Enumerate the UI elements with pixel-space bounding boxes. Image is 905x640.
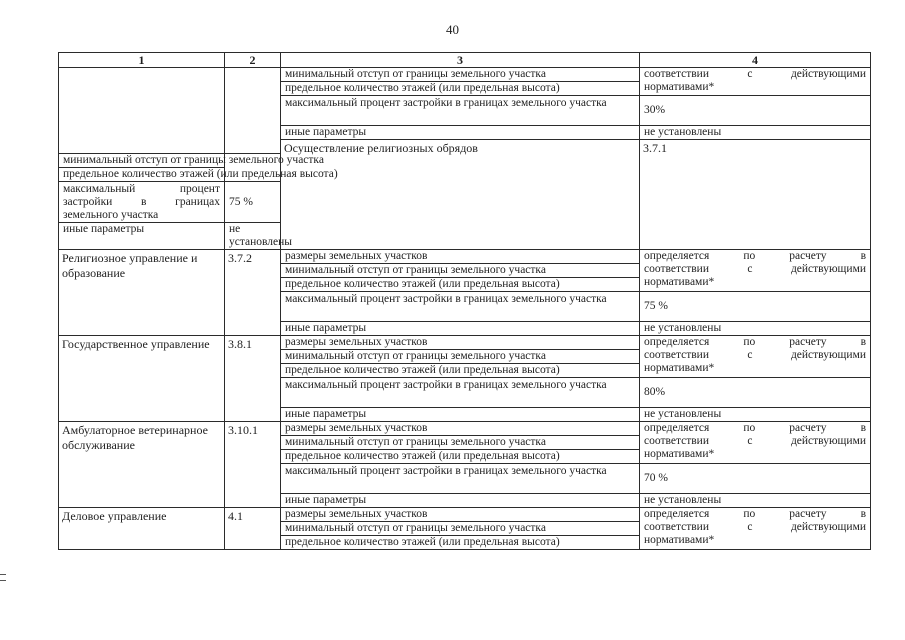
use-code-cell: 4.1 (225, 508, 281, 550)
normative-text (644, 250, 866, 289)
word: нормативами* (644, 81, 715, 93)
word: с (747, 435, 753, 447)
word: с (747, 263, 753, 275)
normative-line-2 (644, 263, 866, 276)
word: определяется (644, 508, 710, 520)
param-setback: минимальный отступ от границы земельного участка (281, 264, 640, 278)
normative-text (644, 422, 866, 461)
word: с (747, 521, 753, 533)
word: определяется (644, 250, 710, 262)
normative-line-2 (644, 435, 866, 448)
param-sizes: размеры земельных участков (281, 250, 640, 264)
param-coverage: максимальный процент застройки в границах земельного участка (281, 378, 640, 408)
word: нормативами* (644, 448, 715, 460)
param-floors: предельное количество этажей (или предельная высота) (281, 82, 640, 96)
param-coverage: максимальный процент застройки в границах земельного участка (281, 464, 640, 494)
table-row (59, 336, 871, 350)
normative-line-3 (644, 534, 866, 547)
word: нормативами* (644, 362, 715, 374)
word: в (860, 508, 866, 520)
word: определяется (644, 422, 710, 434)
table-header-row (59, 53, 871, 68)
margin-mark (0, 574, 6, 575)
use-code-cell: 3.10.1 (225, 422, 281, 508)
value-not-set: не установлены (640, 408, 871, 422)
table-row (59, 68, 871, 82)
header-col-4: 4 (640, 53, 871, 68)
table-row (59, 250, 871, 264)
word: в (860, 422, 866, 434)
word: соответствии (644, 521, 709, 533)
param-floors: предельное количество этажей (или предельная высота) (59, 168, 225, 182)
value-coverage: 30% (640, 96, 871, 126)
value-normative-cont (640, 68, 871, 96)
word: с (747, 349, 753, 361)
value-normative (640, 250, 871, 292)
normative-text (644, 68, 866, 94)
word: в (860, 250, 866, 262)
word: соответствии (644, 263, 709, 275)
normative-text (644, 508, 866, 547)
param-coverage: максимальный процент застройки в границах земельного участка (59, 182, 225, 223)
param-other: иные параметры (281, 126, 640, 140)
word: по (743, 250, 756, 262)
word: действующими (790, 349, 866, 361)
page-number: 40 (446, 22, 459, 37)
use-code-cell: 3.7.1 (640, 140, 871, 250)
use-name-cell: Осуществление религиозных обрядов (281, 140, 640, 250)
param-sizes: размеры земельных участков (281, 508, 640, 522)
use-name-cell: Религиозное управление и образование (59, 250, 225, 336)
param-setback: минимальный отступ от границы земельного участка (281, 436, 640, 450)
header-col-2: 2 (225, 53, 281, 68)
normative-line-1 (644, 250, 866, 263)
header-col-3: 3 (281, 53, 640, 68)
param-coverage: максимальный процент застройки в границах земельного участка (281, 292, 640, 322)
param-sizes: размеры земельных участков (281, 336, 640, 350)
param-setback: минимальный отступ от границы земельного участка (281, 522, 640, 536)
param-floors: предельное количество этажей (или предельная высота) (281, 450, 640, 464)
value-not-set: не установлены (640, 322, 871, 336)
normative-line-1 (644, 336, 866, 349)
normative-line-2 (644, 68, 866, 81)
word: определяется (644, 336, 710, 348)
use-name-cell: Деловое управление (59, 508, 225, 550)
value-coverage: 80% (640, 378, 871, 408)
use-code-cell (225, 68, 281, 154)
table-row (59, 422, 871, 436)
value-normative (640, 422, 871, 464)
word: расчету (789, 336, 827, 348)
use-name-cell (59, 68, 225, 154)
param-setback: минимальный отступ от границы земельного участка (59, 154, 225, 168)
value-not-set: не установлены (640, 126, 871, 140)
param-coverage: максимальный процент застройки в границах земельного участка (281, 96, 640, 126)
normative-line-1 (644, 422, 866, 435)
param-other: иные параметры (281, 322, 640, 336)
normative-line-3 (644, 362, 866, 375)
param-floors: предельное количество этажей (или предельная высота) (281, 364, 640, 378)
use-name-cell: Государственное управление (59, 336, 225, 422)
word: по (743, 508, 756, 520)
normative-line-3 (644, 81, 866, 94)
word: по (743, 422, 756, 434)
word: соответствии (644, 349, 709, 361)
word: действующими (790, 263, 866, 275)
word: соответствии (644, 435, 709, 447)
land-use-table (58, 52, 871, 550)
word: расчету (789, 250, 827, 262)
word: действующими (790, 435, 866, 447)
table-row (59, 508, 871, 522)
word: действующими (790, 68, 866, 80)
word: по (743, 336, 756, 348)
value-normative (640, 508, 871, 550)
margin-mark (0, 580, 6, 581)
normative-text (644, 336, 866, 375)
word: действующими (790, 521, 866, 533)
param-floors: предельное количество этажей (или предельная высота) (281, 536, 640, 550)
param-other: иные параметры (281, 408, 640, 422)
value-not-set: не установлены (225, 223, 281, 250)
header-col-1: 1 (59, 53, 225, 68)
normative-line-2 (644, 349, 866, 362)
word: расчету (789, 422, 827, 434)
word: в (860, 336, 866, 348)
param-other: иные параметры (59, 223, 225, 250)
normative-line-2 (644, 521, 866, 534)
param-setback: минимальный отступ от границы земельного участка (281, 68, 640, 82)
use-code-cell: 3.7.2 (225, 250, 281, 336)
word: с (747, 68, 753, 80)
param-other: иные параметры (281, 494, 640, 508)
normative-line-3 (644, 276, 866, 289)
param-floors: предельное количество этажей (или предельная высота) (281, 278, 640, 292)
normative-line-3 (644, 448, 866, 461)
param-setback: минимальный отступ от границы земельного участка (281, 350, 640, 364)
word: нормативами* (644, 276, 715, 288)
word: соответствии (644, 68, 709, 80)
value-coverage: 75 % (225, 182, 281, 223)
value-not-set: не установлены (640, 494, 871, 508)
value-normative (640, 336, 871, 378)
param-sizes: размеры земельных участков (281, 422, 640, 436)
land-use-table-container (58, 52, 870, 550)
use-code-cell: 3.8.1 (225, 336, 281, 422)
value-coverage: 75 % (640, 292, 871, 322)
normative-line-1 (644, 508, 866, 521)
word: нормативами* (644, 534, 715, 546)
word: расчету (789, 508, 827, 520)
use-name-cell: Амбулаторное ветеринарное обслуживание (59, 422, 225, 508)
value-coverage: 70 % (640, 464, 871, 494)
